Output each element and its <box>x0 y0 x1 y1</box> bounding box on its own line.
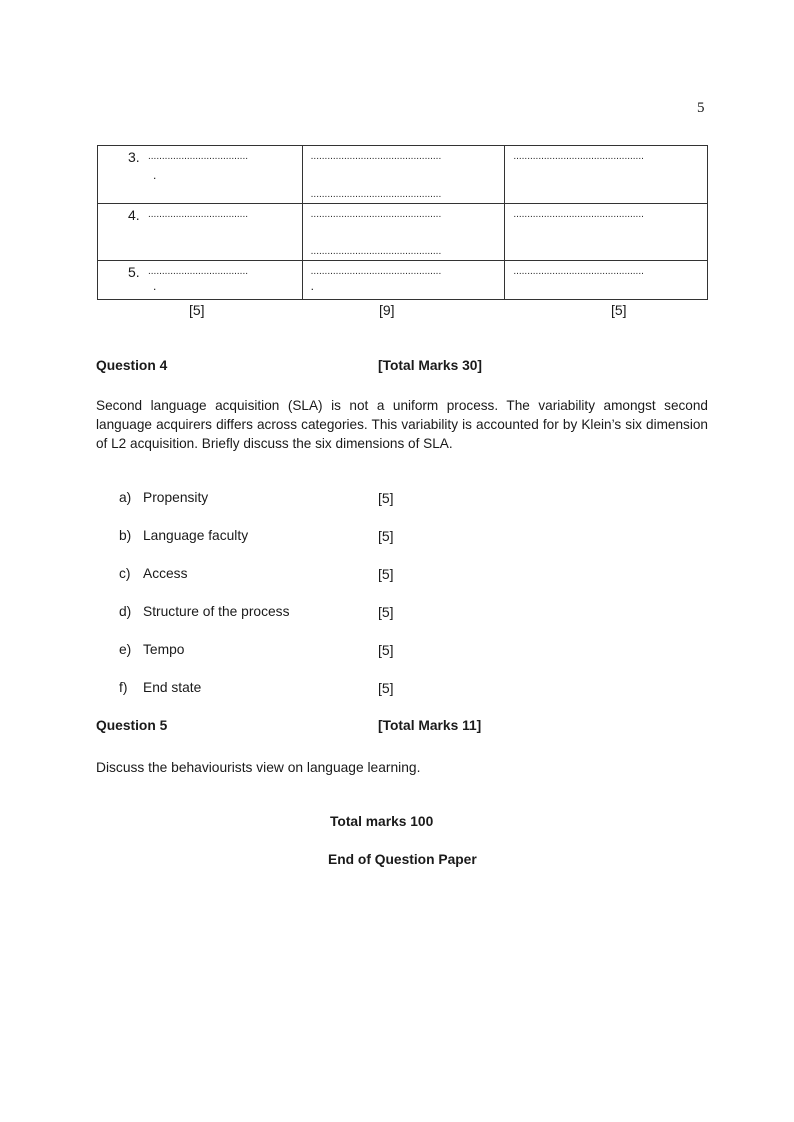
item-label: c) <box>119 566 131 581</box>
answer-line: .................................... <box>148 209 249 220</box>
end-of-paper: End of Question Paper <box>328 852 477 867</box>
row-number: 4. <box>128 207 140 223</box>
table-row <box>98 261 708 300</box>
item-label: b) <box>119 528 132 543</box>
answer-line: ............................................... <box>310 209 442 220</box>
question4-title: Question 4 <box>96 358 168 373</box>
item-label: d) <box>119 604 132 619</box>
question5-total-marks: [Total Marks 11] <box>378 718 482 733</box>
question4-total-marks: [Total Marks 30] <box>378 358 483 373</box>
column-mark: [5] <box>611 302 627 318</box>
item-marks: [5] <box>378 680 394 696</box>
answer-cell <box>98 146 303 204</box>
item-text: Structure of the process <box>143 604 290 619</box>
item-text: Access <box>143 566 188 581</box>
answer-cell <box>505 261 708 300</box>
item-text: Propensity <box>143 490 209 505</box>
question4-body: Second language acquisition (SLA) is not a uniform process. The variability amongst second language acquirers differs across categories. This variability is accounted for by Klein’s six dimension of L2 acquisition. Briefly discuss the six dimensions of SLA. <box>96 398 708 451</box>
answer-line: ............................................... <box>310 151 442 162</box>
item-text: Language faculty <box>143 528 249 543</box>
question5-body: Discuss the behaviourists view on language learning. <box>96 760 421 775</box>
answer-cell <box>302 204 505 261</box>
answer-line: ............................................... <box>310 189 442 200</box>
stray-dot: . <box>153 168 157 182</box>
item-marks: [5] <box>378 528 394 544</box>
column-mark: [5] <box>189 302 205 318</box>
item-marks: [5] <box>378 566 394 582</box>
answer-cell <box>505 146 708 204</box>
answer-cell <box>302 261 505 300</box>
answer-line: ............................................... <box>310 246 442 257</box>
answer-cell <box>302 146 505 204</box>
answer-cell <box>505 204 708 261</box>
item-marks: [5] <box>378 642 394 658</box>
row-number: 3. <box>128 149 140 165</box>
column-mark: [9] <box>379 302 395 318</box>
row-number: 5. <box>128 264 140 280</box>
total-marks: Total marks 100 <box>330 814 434 829</box>
answer-cell <box>98 261 303 300</box>
page-number: 5 <box>697 100 705 116</box>
stray-dot: . <box>153 279 157 293</box>
answer-line: ............................................... <box>513 151 644 162</box>
item-label: e) <box>119 642 132 657</box>
item-text: End state <box>143 680 202 695</box>
item-text: Tempo <box>143 642 185 657</box>
answer-line: ............................................... <box>513 266 644 277</box>
item-marks: [5] <box>378 604 394 620</box>
answer-line: ............................................... <box>310 266 442 277</box>
item-label: a) <box>119 490 132 505</box>
answer-cell <box>98 204 303 261</box>
question5-title: Question 5 <box>96 718 168 733</box>
stray-dot: . <box>310 279 314 293</box>
answer-table <box>97 145 708 300</box>
table-row <box>98 146 708 204</box>
answer-line: ............................................... <box>513 209 644 220</box>
answer-line: .................................... <box>148 151 249 162</box>
table-row <box>98 204 708 261</box>
answer-line: .................................... <box>148 266 249 277</box>
item-marks: [5] <box>378 490 394 506</box>
item-label: f) <box>119 680 128 695</box>
